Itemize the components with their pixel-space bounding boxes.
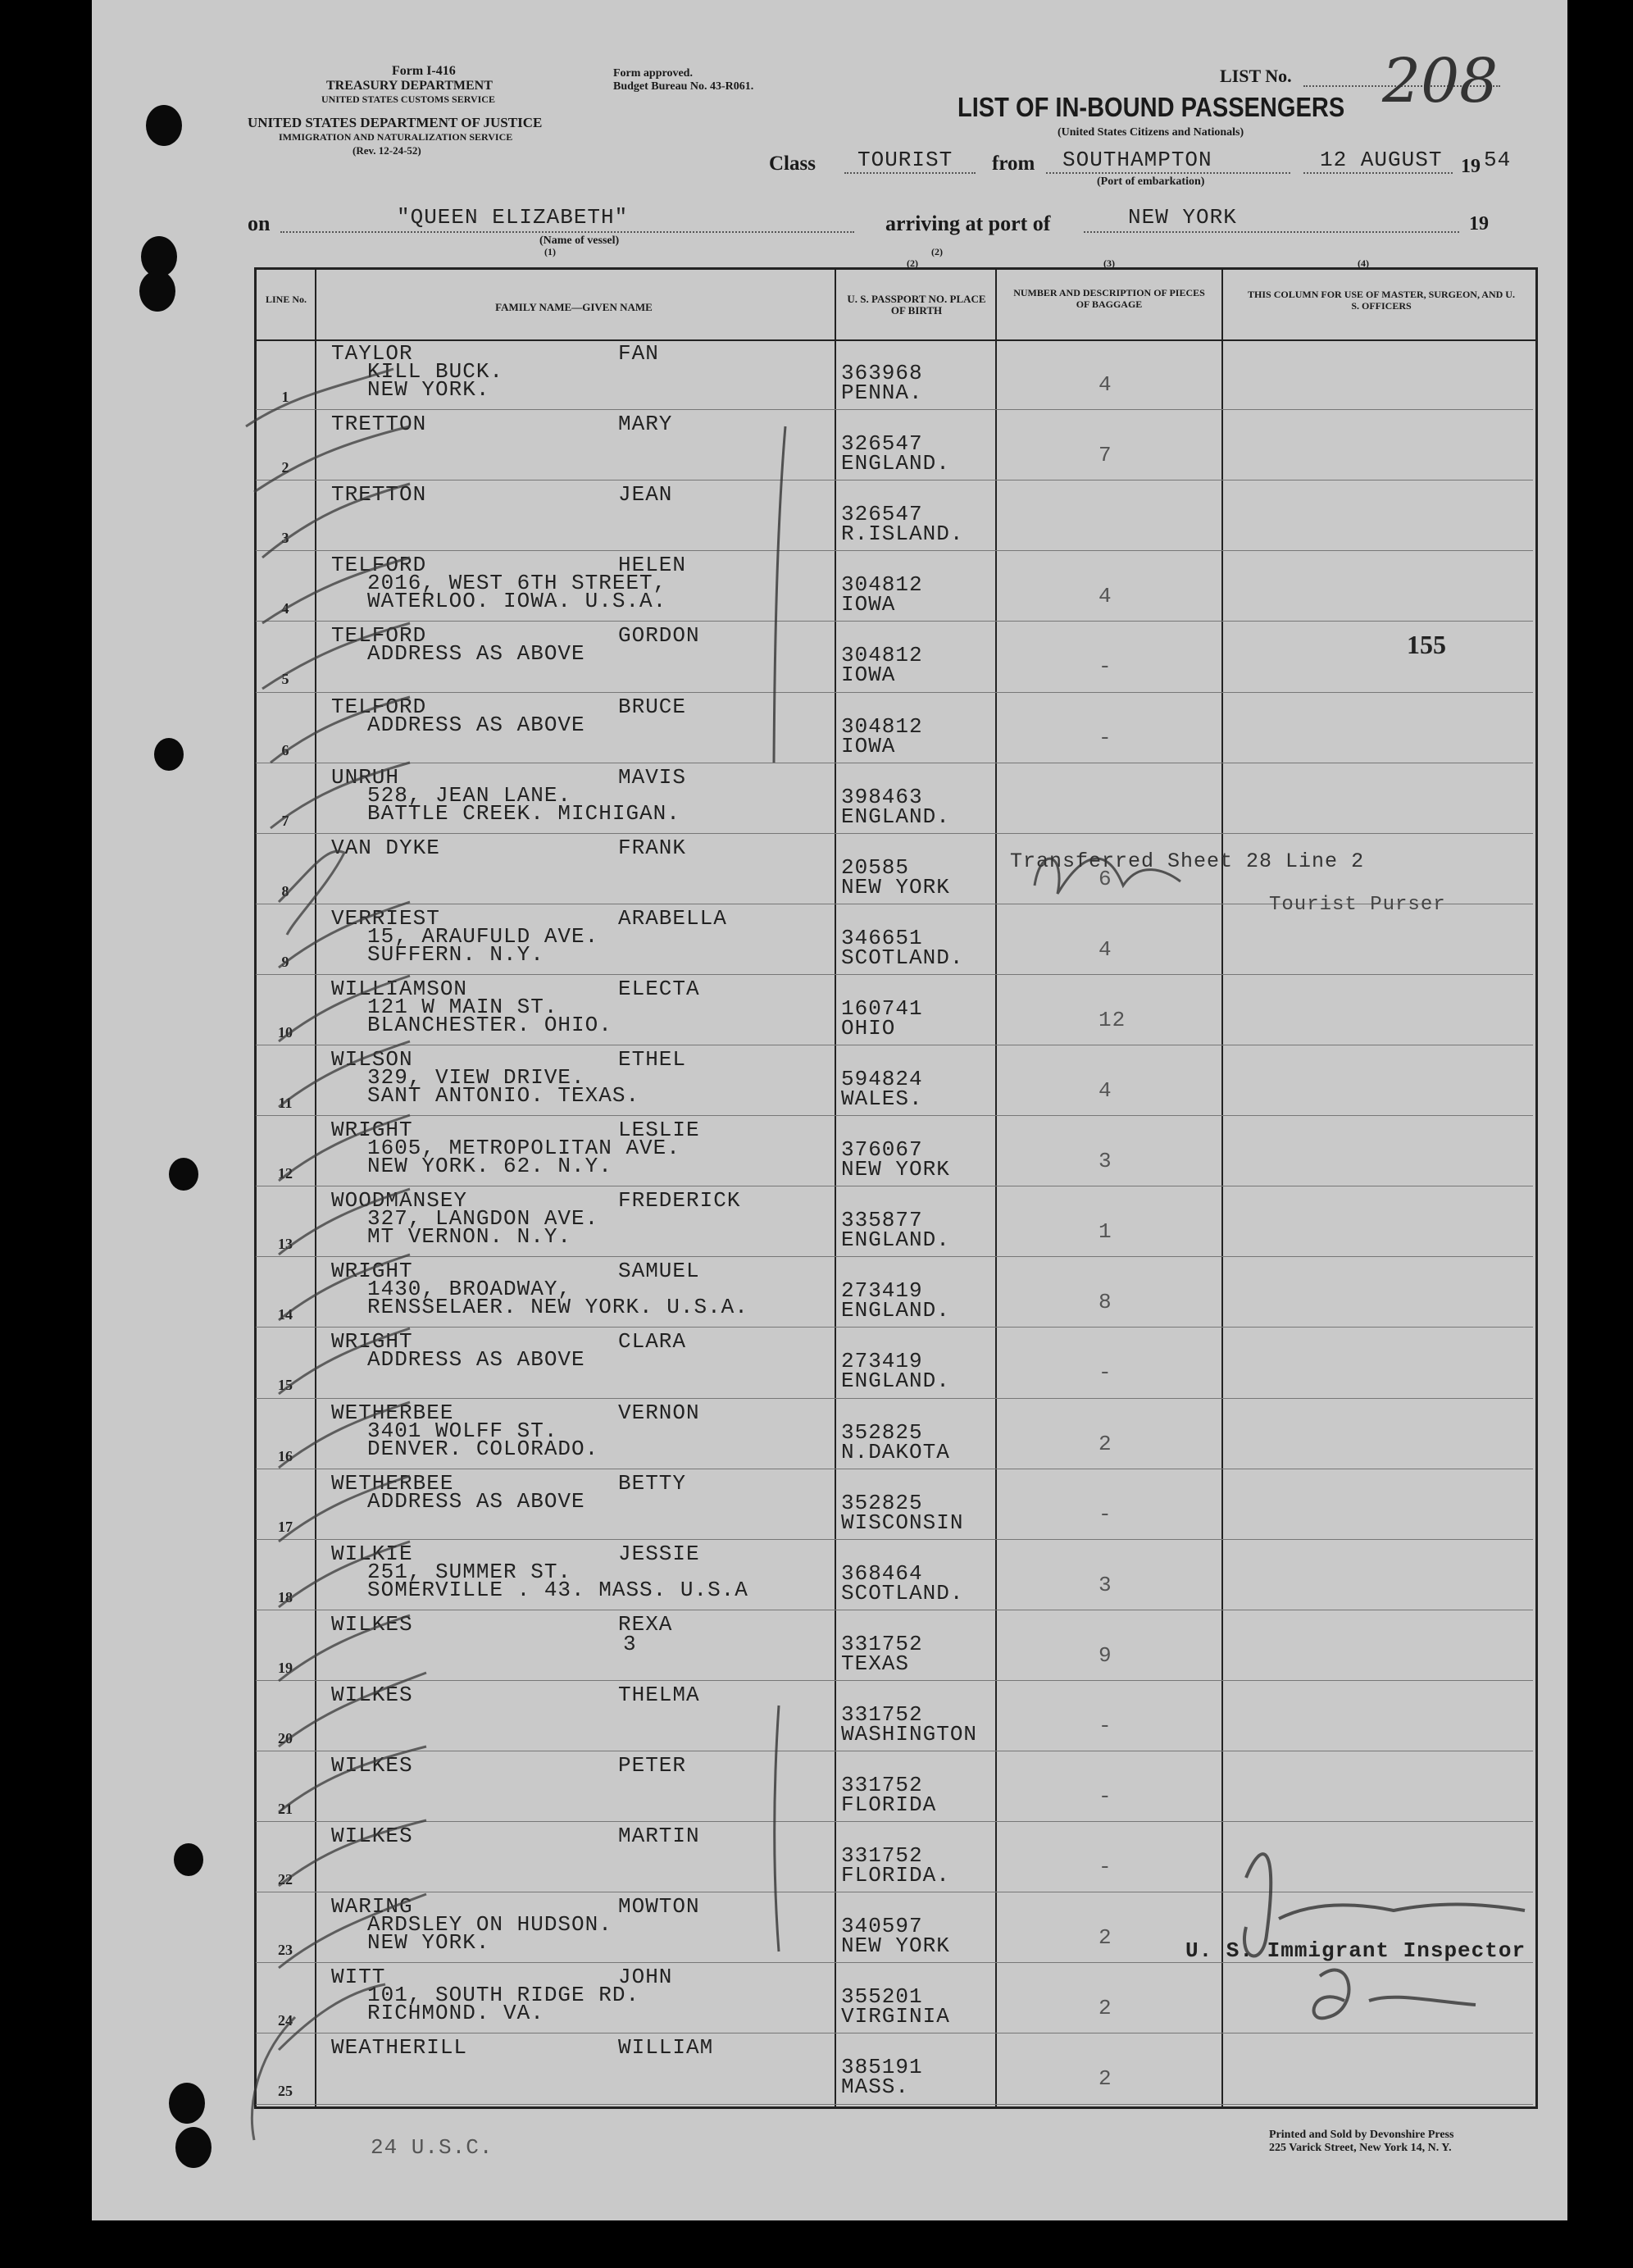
line-number: 9 [281,953,289,970]
address-line-1: 1430, BROADWAY, [367,1277,572,1302]
given-name: MARY [618,412,673,437]
port-caption: (Port of embarkation) [1097,175,1205,188]
baggage-count: 1 [1099,1219,1112,1245]
printer-line-2: 225 Varick Street, New York 14, N. Y. [1269,2142,1452,2154]
header-baggage: NUMBER AND DESCRIPTION OF PIECES OF BAGGAGE [1013,287,1205,310]
class-value: TOURIST [857,148,953,172]
given-name: REXA [618,1611,673,1637]
passport-number: 398463 [841,784,923,809]
address-line-2: MT VERNON. N.Y. [367,1224,572,1250]
line-number: 3 [281,530,289,547]
header-officers: THIS COLUMN FOR USE OF MASTER, SURGEON, AND U. S. OFFICERS [1248,289,1515,312]
family-name: WILLIAMSON [331,976,468,1001]
given-name: FAN [618,341,659,366]
bracket-mark [775,1706,779,1951]
line-number: 11 [278,1095,293,1111]
baggage-count: 3 [1099,1149,1112,1174]
place-of-birth: ENGLAND. [841,1369,950,1394]
family-name: TELFORD [331,623,427,649]
form-approved: Form approved. [613,67,693,80]
check-marks [246,369,426,2140]
line-number: 6 [281,741,289,758]
line-number: 16 [278,1447,293,1464]
inspector-title: U. S. Immigrant Inspector [1185,1938,1526,1963]
given-name: MOWTON [618,1894,700,1920]
given-name: BRUCE [618,694,687,719]
col-num: (2) [931,246,943,257]
from-label: from [992,153,1035,175]
signature-mark [1244,1854,1525,1956]
form-number: Form I-416 [392,64,456,78]
family-name: TRETTON [331,412,427,437]
given-name: CLARA [618,1329,687,1355]
passport-number: 594824 [841,1067,923,1091]
footer-left: 24 U.S.C. [371,2135,494,2160]
family-name: VAN DYKE [331,835,440,860]
baggage-count: 9 [1099,1642,1112,1668]
given-name: WILLIAM [618,2035,714,2061]
passport-number: 331752 [841,1773,923,1797]
col-num: (4) [1358,257,1369,269]
family-name: WRIGHT [331,1329,413,1355]
address-line-1: KILL BUCK. [367,359,504,384]
year-value: 54 [1484,148,1512,172]
given-name: MAVIS [618,764,687,790]
baggage-count: 2 [1099,2066,1112,2092]
baggage-count: - [1099,725,1112,750]
line-number: 25 [278,2083,293,2100]
passport-number: 368464 [841,1560,923,1586]
rexa-mark: 3 [623,1632,637,1656]
place-of-birth: NEW YORK [841,1157,950,1182]
address-line-2: NEW YORK. [367,1930,490,1956]
budget-bureau: Budget Bureau No. 43-R061. [613,80,754,93]
col-num: (2) [907,257,918,269]
family-name: VERRIEST [331,905,440,931]
place-of-birth: ENGLAND. [841,804,950,829]
address-line-2: SANT ANTONIO. TEXAS. [367,1083,640,1108]
passport-number: 331752 [841,1701,923,1727]
family-name: WARING [331,1894,413,1920]
place-of-birth: ENGLAND. [841,1227,950,1253]
line-number: 17 [278,1518,293,1535]
header-line: LINE No. [265,294,307,305]
family-name: WETHERBEE [331,1400,454,1425]
place-of-birth: N.DAKOTA [841,1439,950,1464]
passport-number: 273419 [841,1278,923,1304]
given-name: PETER [618,1753,687,1778]
place-of-birth: WISCONSIN [841,1510,964,1535]
family-name: WILKES [331,1824,413,1849]
given-name: GORDON [618,623,700,649]
signature-mark [1035,858,1180,894]
given-name: FREDERICK [618,1188,741,1214]
family-name: WOODMANSEY [331,1188,468,1214]
year-prefix: 19 [1461,156,1481,177]
baggage-count: 4 [1099,936,1112,962]
address-line-1: 2016, WEST 6TH STREET, [367,571,667,596]
on-label: on [248,212,271,235]
line-number: 8 [281,882,289,899]
address-line-1: ADDRESS AS ABOVE [367,1488,585,1514]
address-line-2: BATTLE CREEK. MICHIGAN. [367,800,680,826]
place-of-birth: NEW YORK [841,1933,950,1959]
given-name: ELECTA [618,976,700,1001]
place-of-birth: FLORIDA [841,1792,937,1817]
address-line-2: NEW YORK. 62. N.Y. [367,1154,612,1179]
ins: IMMIGRATION AND NATURALIZATION SERVICE [279,131,513,143]
line-number: 1 [281,389,289,405]
col-num: (1) [544,246,556,257]
baggage-count: 3 [1099,1572,1112,1597]
place-of-birth: OHIO [841,1015,896,1041]
place-of-birth: ENGLAND. [841,451,950,476]
baggage-count: 8 [1099,1290,1112,1315]
line-number: 21 [278,1801,293,1817]
family-name: UNRUH [331,764,400,790]
line-number: 22 [278,1871,293,1888]
vessel-caption: (Name of vessel) [539,235,620,247]
address-line-1: 528, JEAN LANE. [367,782,572,808]
baggage-count: 2 [1099,1996,1112,2021]
place-of-birth: IOWA [841,592,896,617]
header-name: FAMILY NAME—GIVEN NAME [495,301,653,313]
place-of-birth: NEW YORK [841,874,950,899]
line-number: 12 [278,1165,293,1182]
family-name: WILSON [331,1047,413,1072]
address-line-2: WATERLOO. IOWA. U.S.A. [367,589,667,614]
family-name: WITT [331,1965,386,1990]
passport-number: 346651 [841,925,923,950]
place-of-birth: SCOTLAND. [841,1580,964,1605]
line-number: 2 [281,459,289,476]
passport-number: 326547 [841,502,923,527]
address-line-1: 329, VIEW DRIVE. [367,1065,585,1090]
baggage-count: - [1099,1501,1112,1527]
date-value: 12 AUGUST [1320,148,1443,172]
passport-number: 340597 [841,1914,923,1939]
given-name: LESLIE [618,1118,700,1143]
family-name: WRIGHT [331,1118,413,1143]
address-line-1: 101, SOUTH RIDGE RD. [367,1983,640,2008]
address-line-1: ARDSLEY ON HUDSON. [367,1912,612,1938]
address-line-1: ADDRESS AS ABOVE [367,1347,585,1373]
baggage-count: 4 [1099,1078,1112,1103]
family-name: TRETTON [331,482,427,508]
address-line-2: SOMERVILLE . 43. MASS. U.S.A [367,1577,748,1602]
purser-note: Tourist Purser [1269,894,1446,916]
passport-number: 160741 [841,995,923,1021]
class-label: Class [769,153,816,175]
family-name: TELFORD [331,553,427,578]
line-number: 4 [281,600,289,617]
given-name: HELEN [618,553,687,578]
baggage-count: 2 [1099,1431,1112,1456]
place-of-birth: WALES. [841,1086,923,1111]
passport-number: 20585 [841,854,910,880]
family-name: WETHERBEE [331,1470,454,1496]
address-line-1: 3401 WOLFF ST. [367,1418,558,1443]
passport-number: 304812 [841,713,923,739]
customs-service: UNITED STATES CUSTOMS SERVICE [321,93,495,105]
year2-prefix: 19 [1469,213,1489,235]
family-name: WEATHERILL [331,2035,468,2061]
passport-number: 304812 [841,643,923,668]
line-number: 5 [281,671,289,688]
family-name: WILKES [331,1753,413,1778]
line-number: 24 [278,2012,293,2029]
place-of-birth: WASHINGTON [841,1721,978,1747]
baggage-count: 12 [1099,1007,1126,1032]
baggage-count: - [1099,1713,1112,1738]
given-name: ETHEL [618,1047,687,1072]
place-of-birth: FLORIDA. [841,1863,950,1888]
line-number: 13 [278,1236,293,1253]
list-no-label: LIST No. [1220,66,1292,86]
officer-number: 155 [1407,630,1446,659]
arriving-value: NEW YORK [1128,205,1237,230]
address-line-1: 121 W MAIN ST. [367,994,558,1019]
line-number: 15 [278,1377,293,1394]
line-number: 20 [278,1729,293,1747]
place-of-birth: IOWA [841,663,896,688]
passport-number: 326547 [841,431,923,457]
line-number: 19 [278,1659,293,1676]
baggage-count: 4 [1099,372,1112,397]
line-number: 7 [281,812,289,829]
baggage-count: 6 [1099,866,1112,891]
given-name: JOHN [618,1965,673,1990]
family-name: WILKES [331,1611,413,1637]
passport-number: 363968 [841,361,923,385]
passport-number: 304812 [841,572,923,598]
given-name: FRANK [618,835,687,860]
given-name: MARTIN [618,1824,700,1849]
address-line-1: ADDRESS AS ABOVE [367,641,585,667]
address-line-1: 1605, METROPOLITAN AVE. [367,1136,680,1161]
given-name: SAMUEL [618,1259,700,1284]
passport-number: 335877 [841,1208,923,1233]
passport-number: 331752 [841,1631,923,1656]
given-name: JESSIE [618,1541,700,1566]
place-of-birth: SCOTLAND. [841,945,964,970]
address-line-2: SUFFERN. N.Y. [367,941,544,967]
passport-number: 355201 [841,1984,923,2010]
passport-number: 273419 [841,1349,923,1374]
place-of-birth: MASS. [841,2074,910,2100]
address-line-2: NEW YORK. [367,377,490,402]
passport-number: 331752 [841,1843,923,1869]
address-line-1: 327, LANGDON AVE. [367,1206,599,1232]
place-of-birth: R.ISLAND. [841,521,964,547]
vessel-value: "QUEEN ELIZABETH" [397,205,629,230]
passport-number: 376067 [841,1137,923,1163]
printer-line-1: Printed and Sold by Devonshire Press [1269,2129,1454,2141]
given-name: ARABELLA [618,905,727,931]
family-name: TELFORD [331,694,427,719]
given-name: BETTY [618,1470,687,1496]
address-line-1: 251, SUMMER ST. [367,1559,572,1584]
baggage-count: - [1099,1855,1112,1880]
address-line-2: RENSSELAER. NEW YORK. U.S.A. [367,1295,748,1320]
line-number: 18 [278,1588,293,1605]
page-title: LIST OF IN-BOUND PASSENGERS [958,92,1345,122]
passport-number: 385191 [841,2055,923,2080]
header-passport: U. S. PASSPORT NO. PLACE OF BIRTH [847,293,986,317]
baggage-count: 4 [1099,584,1112,609]
given-name: JEAN [618,482,673,508]
transferred-note: Transferred Sheet 28 Line 2 [1010,849,1365,873]
initials-mark [1314,1970,1476,2019]
address-line-1: 15, ARAUFULD AVE. [367,923,599,949]
treasury-dept: TREASURY DEPARTMENT [326,79,493,93]
place-of-birth: IOWA [841,733,896,758]
baggage-count: 7 [1099,443,1112,468]
baggage-count: 2 [1099,1925,1112,1951]
baggage-count: - [1099,1784,1112,1809]
from-value: SOUTHAMPTON [1062,148,1212,172]
family-name: WILKIE [331,1541,413,1566]
doj: UNITED STATES DEPARTMENT OF JUSTICE [248,115,543,130]
address-line-2: DENVER. COLORADO. [367,1436,599,1461]
given-name: VERNON [618,1400,700,1425]
address-line-1: ADDRESS AS ABOVE [367,712,585,737]
address-line-2: RICHMOND. VA. [367,2001,544,2026]
place-of-birth: PENNA. [841,380,923,405]
page-subtitle: (United States Citizens and Nationals) [1058,126,1244,139]
baggage-count: - [1099,1360,1112,1386]
place-of-birth: TEXAS [841,1651,910,1676]
family-name: WILKES [331,1682,413,1707]
line-number: 23 [278,1942,293,1959]
family-name: WRIGHT [331,1259,413,1284]
baggage-count: - [1099,654,1112,680]
address-line-2: BLANCHESTER. OHIO. [367,1012,612,1037]
place-of-birth: ENGLAND. [841,1298,950,1323]
line-number: 14 [278,1306,293,1323]
list-no-value: 208 [1382,46,1499,116]
revision: (Rev. 12-24-52) [353,144,421,157]
line-number: 10 [278,1023,293,1041]
col-num: (3) [1103,257,1115,269]
bracket-mark [774,426,785,763]
given-name: THELMA [618,1682,700,1707]
passport-number: 352825 [841,1419,923,1445]
family-name: TAYLOR [331,341,413,366]
place-of-birth: VIRGINIA [841,2004,950,2029]
passport-number: 352825 [841,1490,923,1515]
arriving-label: arriving at port of [885,212,1051,235]
